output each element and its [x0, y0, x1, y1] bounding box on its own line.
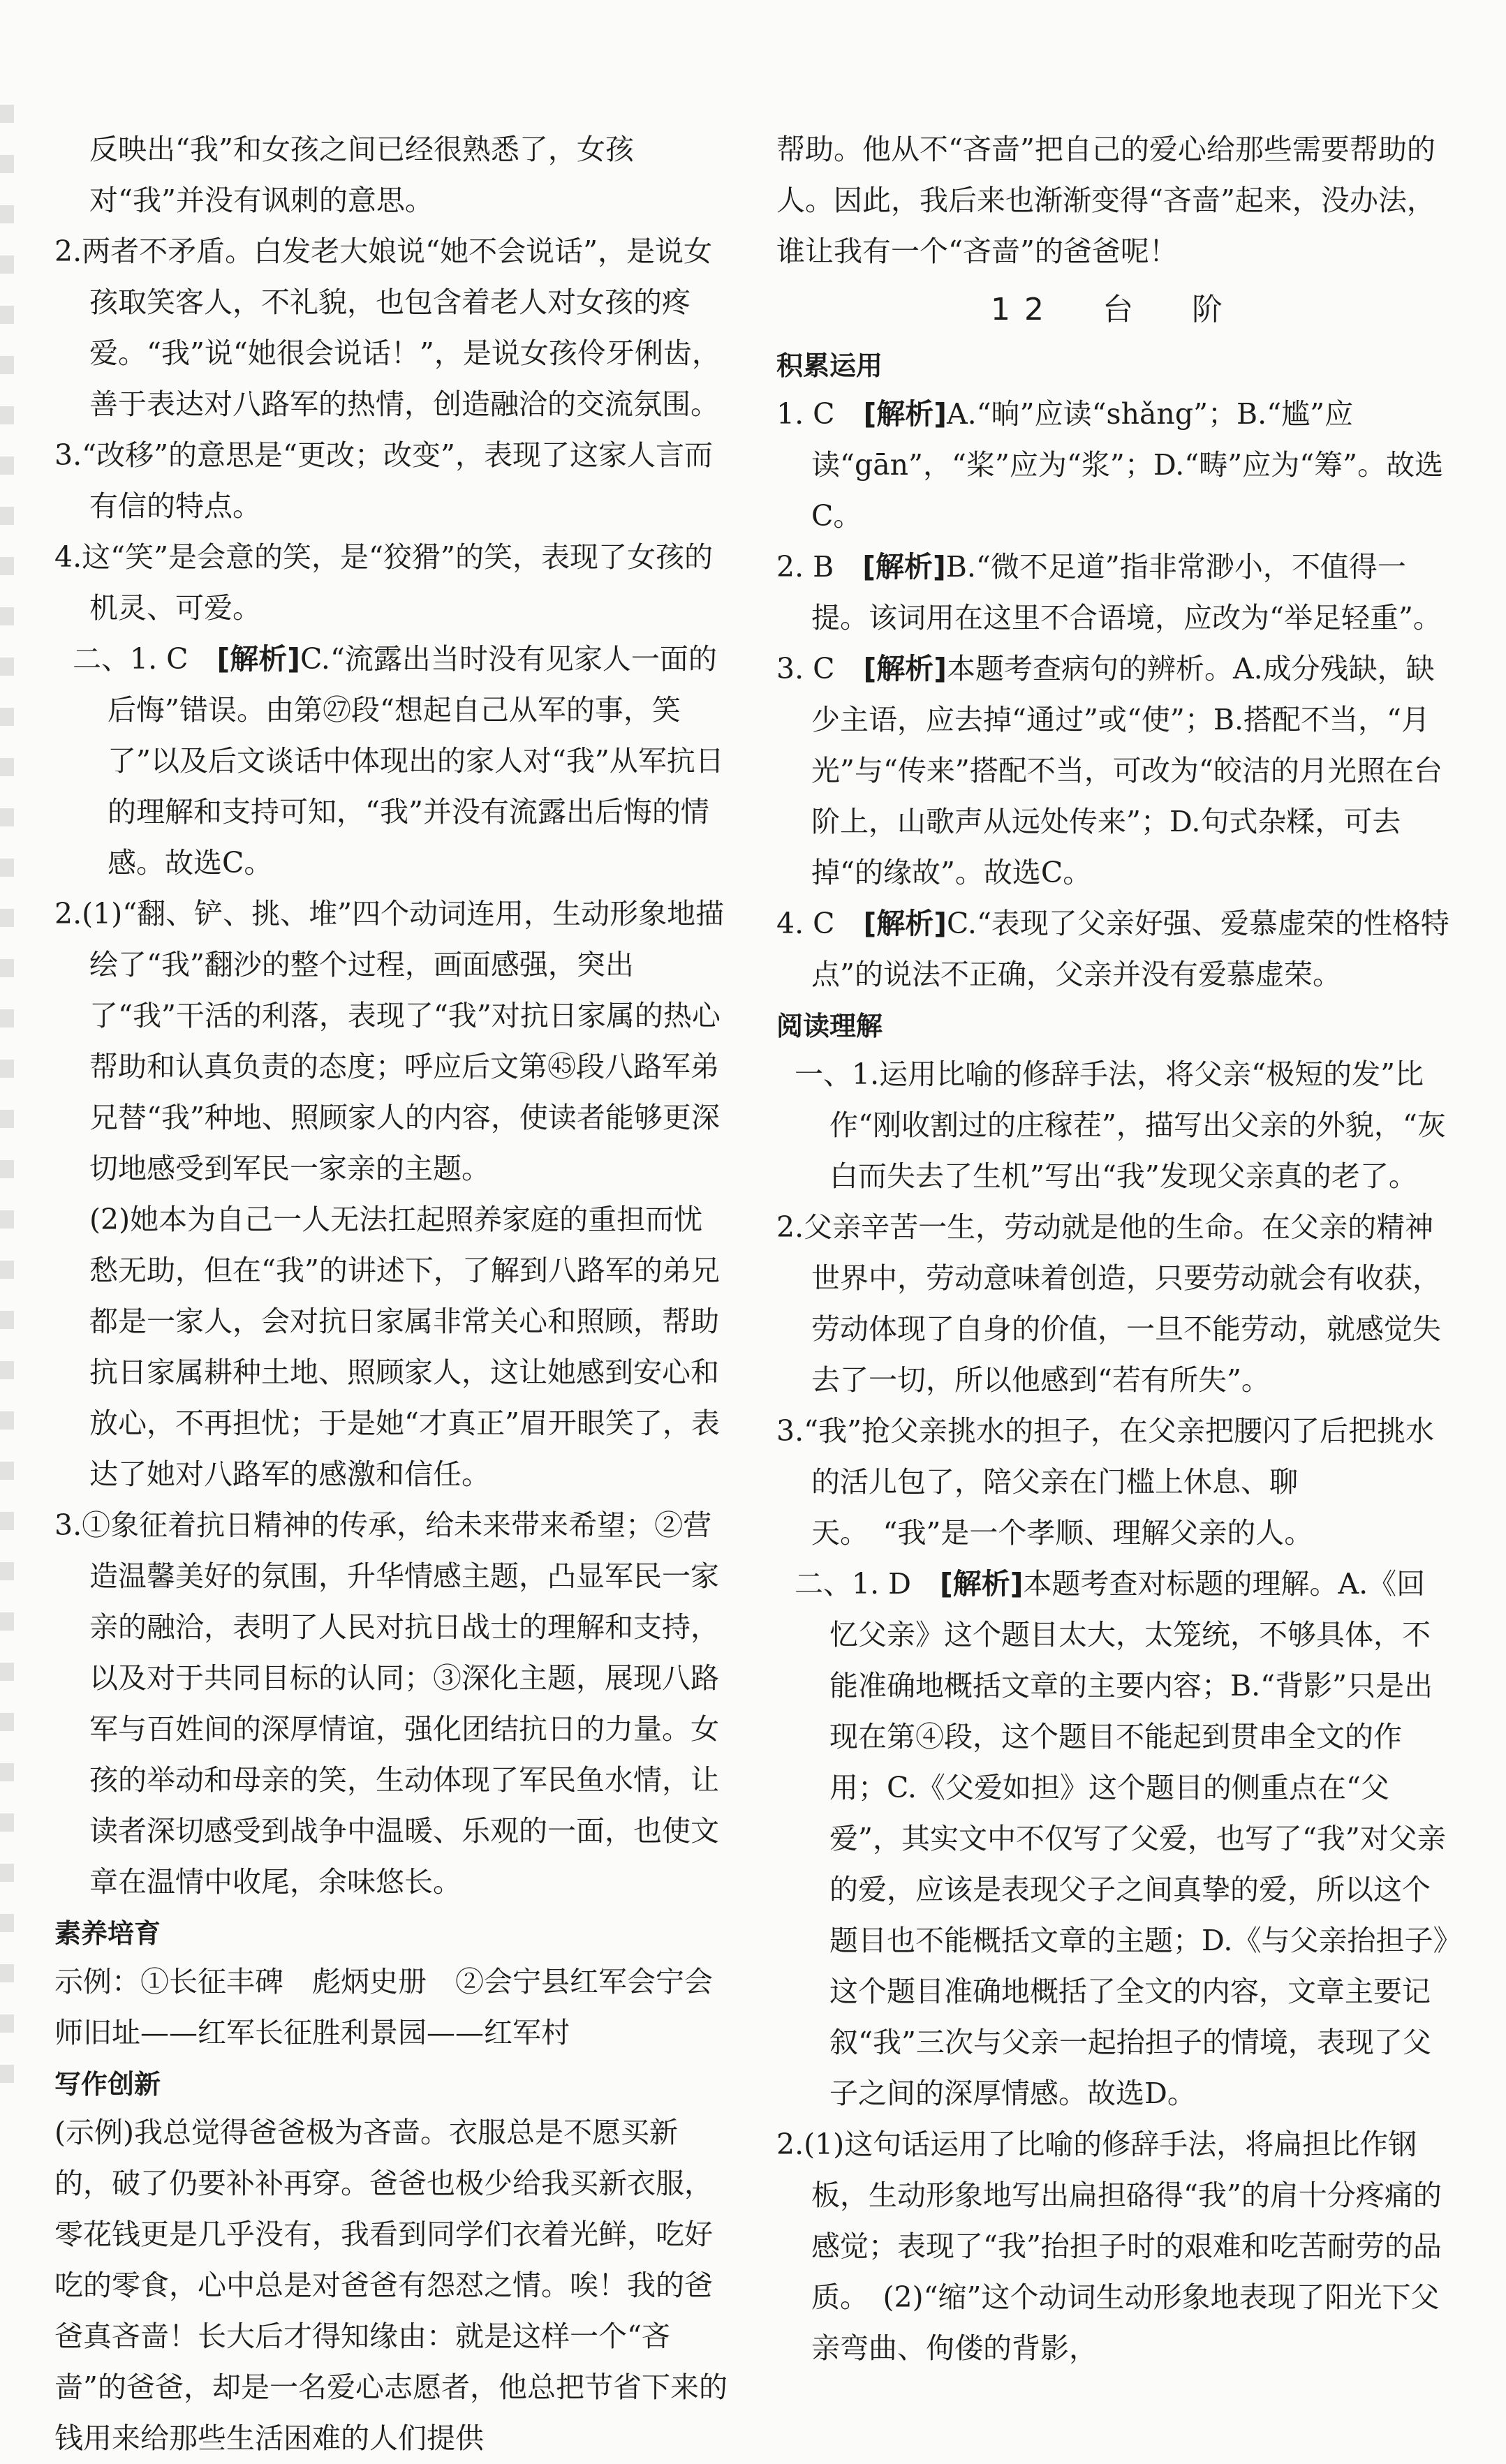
lesson-title: 12 台 阶 — [991, 292, 1236, 327]
section-heading: 写作创新 — [54, 2069, 161, 2100]
answer-number: 2. B — [776, 550, 863, 584]
question-3 — [776, 644, 1451, 898]
binding-margin — [0, 105, 14, 2094]
left-column — [54, 124, 729, 2464]
analysis-tag: [解析] — [863, 652, 947, 685]
answer-3: 3.“改移”的意思是“更改；改变”，表现了这家人言而有信的特点。 — [54, 438, 713, 523]
section-heading: 积累运用 — [776, 350, 883, 381]
question-1 — [776, 389, 1451, 542]
analysis-tag: [解析] — [216, 642, 301, 676]
answer-example: 示例：①长征丰碑 彪炳史册 ②会宁县红军会宁会师旧址——红军长征胜利景园——红军村 — [54, 1965, 713, 2049]
section-heading: 素养培育 — [54, 1918, 161, 1949]
answer-body: C.“表现了父亲好强、爱慕虚荣的性格特点”的说法不正确，父亲并没有爱慕虚荣。 — [811, 907, 1449, 991]
reading-1-3: 3.“我”抢父亲挑水的担子，在父亲把腰闪了后把挑水的活儿包了，陪父亲在门槛上休息、聊天。 “我”是一个孝顺、理解父亲的人。 — [776, 1414, 1435, 1550]
answer-2: 2.两者不矛盾。白发老大娘说“她不会说话”，是说女孩取笑客人，不礼貌，也包含着老人对女孩的疼爱。“我”说“她很会说话！”，是说女孩伶牙俐齿，善于表达对八路军的热情，创造融洽的交流氛围。 — [54, 235, 721, 421]
analysis-tag: [解析] — [863, 907, 947, 940]
reading-1-2: 2.父亲辛苦一生，劳动就是他的生命。在父亲的精神世界中，劳动意味着创造，只要劳动就会有收获，劳动体现了自身的价值，一旦不能劳动，就感觉失去了一切，所以他感到“若有所失”。 — [776, 1210, 1441, 1397]
question-4 — [776, 898, 1451, 1000]
reading-1-1: 一、1.运用比喻的修辞手法，将父亲“极短的发”比作“刚收割过的庄稼茬”，描写出父亲的外貌，“灰白而失去了生机”写出“我”发现父亲真的老了。 — [795, 1057, 1446, 1193]
answer-2-2-1: 2.(1)“翻、铲、挑、堆”四个动词连用，生动形象地描绘了“我”翻沙的整个过程，画面感强，突出了“我”干活的利落，表现了“我”对抗日家属的热心帮助和认真负责的态度；呼应后文第㊺段八路军弟兄替“我”种地、照顾家人的内容，使读者能够更深切地感受到军民一家亲的主题。 — [54, 897, 725, 1185]
answer-body: 本题考查对标题的理解。A.《回忆父亲》这个题目太大，太笼统，不够具体，不能准确地概括文章的主要内容；B.“背影”只是出现在第④段，这个题目不能起到贯串全文的作用；C.《父爱如担》这个题目的侧重点在“父爱”，其实文中不仅写了父爱，也写了“我”对父亲的爱，应该是表现父子之间真挚的爱，所以这个题目也不能概括文章的主题；D.《与父亲抬担子》这个题目准确地概括了全文的内容，文章主要记叙“我”三次与父亲一起抬担子的情境，表现了父子之间的深厚情感。故选D。 — [829, 1567, 1447, 2110]
answer-number: 二、1. D — [795, 1567, 940, 1601]
answer-body: A.“晌”应读“shǎng”；B.“尴”应读“gān”，“桨”应为“浆”；D.“畴”应为“筹”。故选C。 — [811, 397, 1444, 533]
answer-number: 4. C — [776, 907, 864, 940]
answer-number: 3. C — [776, 652, 864, 685]
answer-4: 4.这“笑”是会意的笑，是“狡猾”的笑，表现了女孩的机灵、可爱。 — [54, 540, 713, 625]
writing-example-cont: 帮助。他从不“吝啬”把自己的爱心给那些需要帮助的人。因此，我后来也渐渐变得“吝啬”起来，没办法，谁让我有一个“吝啬”的爸爸呢！ — [776, 133, 1435, 268]
question-2 — [776, 542, 1451, 644]
answer-2-3: 3.①象征着抗日精神的传承，给未来带来希望；②营造温馨美好的氛围，升华情感主题，凸显军民一家亲的融洽，表明了人民对抗日战士的理解和支持，以及对于共同目标的认同；③深化主题，展现八路军与百姓间的深厚情谊，强化团结抗日的力量。女孩的举动和母亲的笑，生动体现了军民鱼水情，让读者深切感受到战争中温暖、乐观的一面，也使文章在温情中收尾，余味悠长。 — [54, 1508, 719, 1899]
answer-2-2-2: (2)她本为自己一人无法扛起照养家庭的重担而忧愁无助，但在“我”的讲述下，了解到八路军的弟兄都是一家人，会对抗日家属非常关心和照顾，帮助抗日家属耕种土地、照顾家人，这让她感到安心和放心，不再担忧；于是她“才真正”眉开眼笑了，表达了她对八路军的感激和信任。 — [89, 1203, 720, 1491]
answer-2-1 — [54, 634, 729, 889]
section-heading: 阅读理解 — [776, 1011, 883, 1041]
analysis-tag: [解析] — [863, 397, 947, 431]
answer-body: 本题考查病句的辨析。A.成分残缺，缺少主语，应去掉“通过”或“使”；B.搭配不当，“月光”与“传来”搭配不当，可改为“皎洁的月光照在台阶上，山歌声从远处传来”；D.句式杂糅，可去掉“的缘故”。故选C。 — [811, 652, 1442, 889]
analysis-tag: [解析] — [940, 1567, 1024, 1601]
reading-2-1 — [776, 1559, 1451, 2119]
answer-text: 反映出“我”和女孩之间已经很熟悉了，女孩对“我”并没有讽刺的意思。 — [89, 133, 634, 217]
writing-example: (示例)我总觉得爸爸极为吝啬。衣服总是不愿买新的，破了仍要补补再穿。爸爸也极少给我买新衣服，零花钱更是几乎没有，我看到同学们衣着光鲜，吃好吃的零食，心中总是对爸爸有怨怼之情。唉！我的爸爸真吝啬！长大后才得知缘由：就是这样一个“吝啬”的爸爸，却是一名爱心志愿者，他总把节省下来的钱用来给那些生活困难的人们提供 — [54, 2116, 728, 2455]
answer-number: 二、1. C — [73, 642, 217, 676]
reading-2-2: 2.(1)这句话运用了比喻的修辞手法，将扁担比作钢板，生动形象地写出扁担硌得“我”的肩十分疼痛的感觉；表现了“我”抬担子时的艰难和吃苦耐劳的品质。 (2)“缩”这个动词生动形象地表现了阳光下父亲弯曲、佝偻的背影， — [776, 2128, 1442, 2365]
analysis-tag: [解析] — [862, 550, 946, 584]
answer-number: 1. C — [776, 397, 864, 431]
answer-body: C.“流露出当时没有见家人一面的后悔”错误。由第㉗段“想起自己从军的事，笑了”以及后文谈话中体现出的家人对“我”从军抗日的理解和支持可知，“我”并没有流露出后悔的情感。故选C。 — [108, 642, 724, 880]
answer-body: B.“微不足道”指非常渺小，不值得一提。该词用在这里不合语境，应改为“举足轻重”。 — [811, 550, 1442, 634]
right-column — [776, 124, 1451, 2374]
